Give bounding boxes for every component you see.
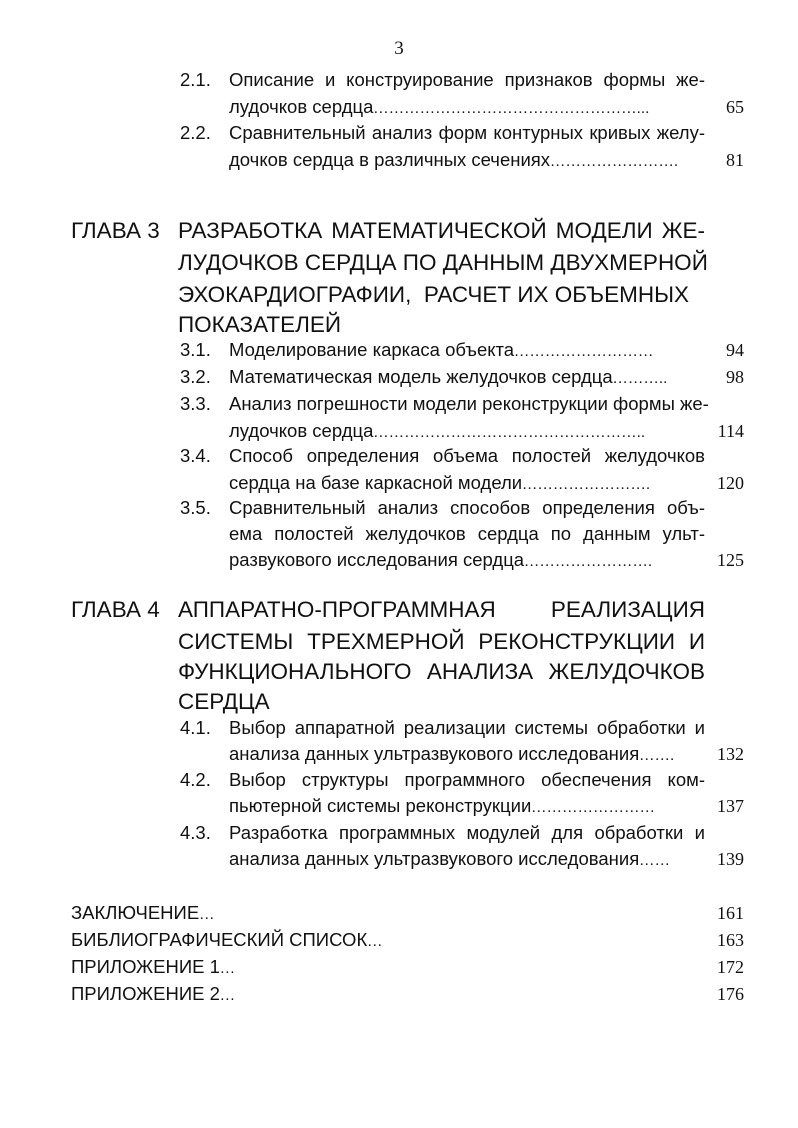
chapter-label: ГЛАВА 4 [71, 597, 160, 622]
page-ref: 98 [726, 367, 744, 387]
page-ref: 125 [717, 550, 744, 570]
leader-dots: ……………………… [514, 344, 654, 360]
section-number: 3.5. [180, 497, 211, 518]
section-title-line: Моделирование каркаса объекта……………………… [229, 339, 654, 360]
chapter-title-word: РЕАЛИЗАЦИЯ [550, 597, 705, 622]
section-number: 4.1. [180, 717, 211, 738]
section-number: 4.3. [180, 822, 211, 843]
section-number: 3.2. [180, 366, 211, 387]
leader-dots: … [199, 907, 215, 923]
leader-dots: ……….. [612, 371, 668, 387]
page-ref: 94 [726, 340, 744, 360]
back-matter-line: ПРИЛОЖЕНИЕ 2… [71, 983, 236, 1004]
page-ref: 176 [717, 984, 744, 1004]
page-ref: 163 [717, 930, 744, 950]
chapter-title-line: СЕРДЦА [178, 689, 270, 714]
page-ref: 132 [717, 744, 744, 764]
back-matter-line: ПРИЛОЖЕНИЕ 1… [71, 956, 236, 977]
section-title-line: сердца на базе каркасной модели……………………. [229, 472, 651, 493]
chapter-title-line: ЭХОКАРДИОГРАФИИ, РАСЧЕТ ИХ ОБЪЕМНЫХ [178, 282, 690, 307]
leader-dots: ……………………. [522, 477, 651, 493]
chapter-title-line: ПОКАЗАТЕЛЕЙ [178, 312, 342, 337]
page-ref: 161 [717, 903, 744, 923]
chapter-title-line: РАЗРАБОТКА МАТЕМАТИЧЕСКОЙ МОДЕЛИ ЖЕ- [178, 218, 705, 243]
section-title-line: лудочков сердца…………………………………………….. [229, 420, 646, 441]
chapter-label: ГЛАВА 3 [71, 218, 160, 243]
chapter-title-line: ФУНКЦИОНАЛЬНОГО АНАЛИЗА ЖЕЛУДОЧКОВ [178, 659, 705, 684]
leader-dots: ……………………. [524, 554, 653, 570]
page-ref: 114 [717, 421, 744, 441]
leader-dots: … [219, 961, 236, 977]
page-ref: 120 [717, 473, 744, 493]
back-matter-line: БИБЛИОГРАФИЧЕСКИЙ СПИСОК… [71, 929, 383, 950]
leader-dots: …………………… [531, 800, 656, 816]
section-number: 3.4. [180, 445, 211, 466]
leader-dots: … [219, 988, 236, 1004]
section-title-line: Сравнительный анализ способов определения объ- [229, 497, 705, 518]
section-number: 3.1. [180, 339, 211, 360]
leader-dots: ……………………. [550, 154, 679, 170]
section-title-line: развукового исследования сердца……………………. [229, 549, 653, 570]
page-ref: 172 [717, 957, 744, 977]
chapter-title-line: СИСТЕМЫ ТРЕХМЕРНОЙ РЕКОНСТРУКЦИИ И [178, 629, 705, 654]
section-title-line: Математическая модель желудочков сердца……….. [229, 366, 668, 387]
section-number: 2.1. [180, 69, 211, 90]
section-number: 3.3. [180, 393, 211, 414]
leader-dots: … [367, 934, 383, 950]
leader-dots: ……. [639, 748, 675, 764]
back-matter-line: ЗАКЛЮЧЕНИЕ… [71, 902, 215, 923]
section-title-line: анализа данных ультразвукового исследования…… [229, 848, 671, 869]
leader-dots: ……………………………………………... [373, 101, 650, 117]
section-title-line: Выбор структуры программного обеспечения ком- [229, 769, 705, 790]
page-ref: 139 [717, 849, 744, 869]
section-title-line: пьютерной системы реконструкции…………………… [229, 795, 656, 816]
page-number: 3 [394, 38, 404, 59]
section-title-line: Описание и конструирование признаков формы же- [229, 69, 705, 90]
section-number: 2.2. [180, 122, 211, 143]
chapter-title-word: АППАРАТНО-ПРОГРАММНАЯ [178, 597, 496, 622]
section-title-line: Сравнительный анализ форм контурных кривых желу- [229, 122, 705, 143]
section-title-line: анализа данных ультразвукового исследования……. [229, 743, 675, 764]
page-ref: 65 [726, 97, 744, 117]
chapter-title-spread [178, 593, 705, 627]
leader-dots: …… [639, 853, 671, 869]
section-title-line: Анализ погрешности модели реконструкции формы же- [229, 393, 709, 414]
page-ref: 137 [717, 796, 744, 816]
section-title-line: Способ определения объема полостей желудочков [229, 445, 705, 466]
chapter-title-line: ЛУДОЧКОВ СЕРДЦА ПО ДАННЫМ ДВУХМЕРНОЙ [178, 250, 708, 275]
section-number: 4.2. [180, 769, 211, 790]
section-title-line: Разработка программных модулей для обработки и [229, 822, 705, 843]
page-ref: 81 [726, 150, 744, 170]
chapter-title-line [178, 593, 705, 627]
section-title-line: Выбор аппаратной реализации системы обработки и [229, 717, 705, 738]
section-title-line: лудочков сердца……………………………………………... [229, 96, 650, 117]
leader-dots: …………………………………………….. [373, 425, 646, 441]
section-title-line: дочков сердца в различных сечениях……………………. [229, 149, 679, 170]
section-title-line: ема полостей желудочков сердца по данным ульт- [229, 523, 705, 544]
